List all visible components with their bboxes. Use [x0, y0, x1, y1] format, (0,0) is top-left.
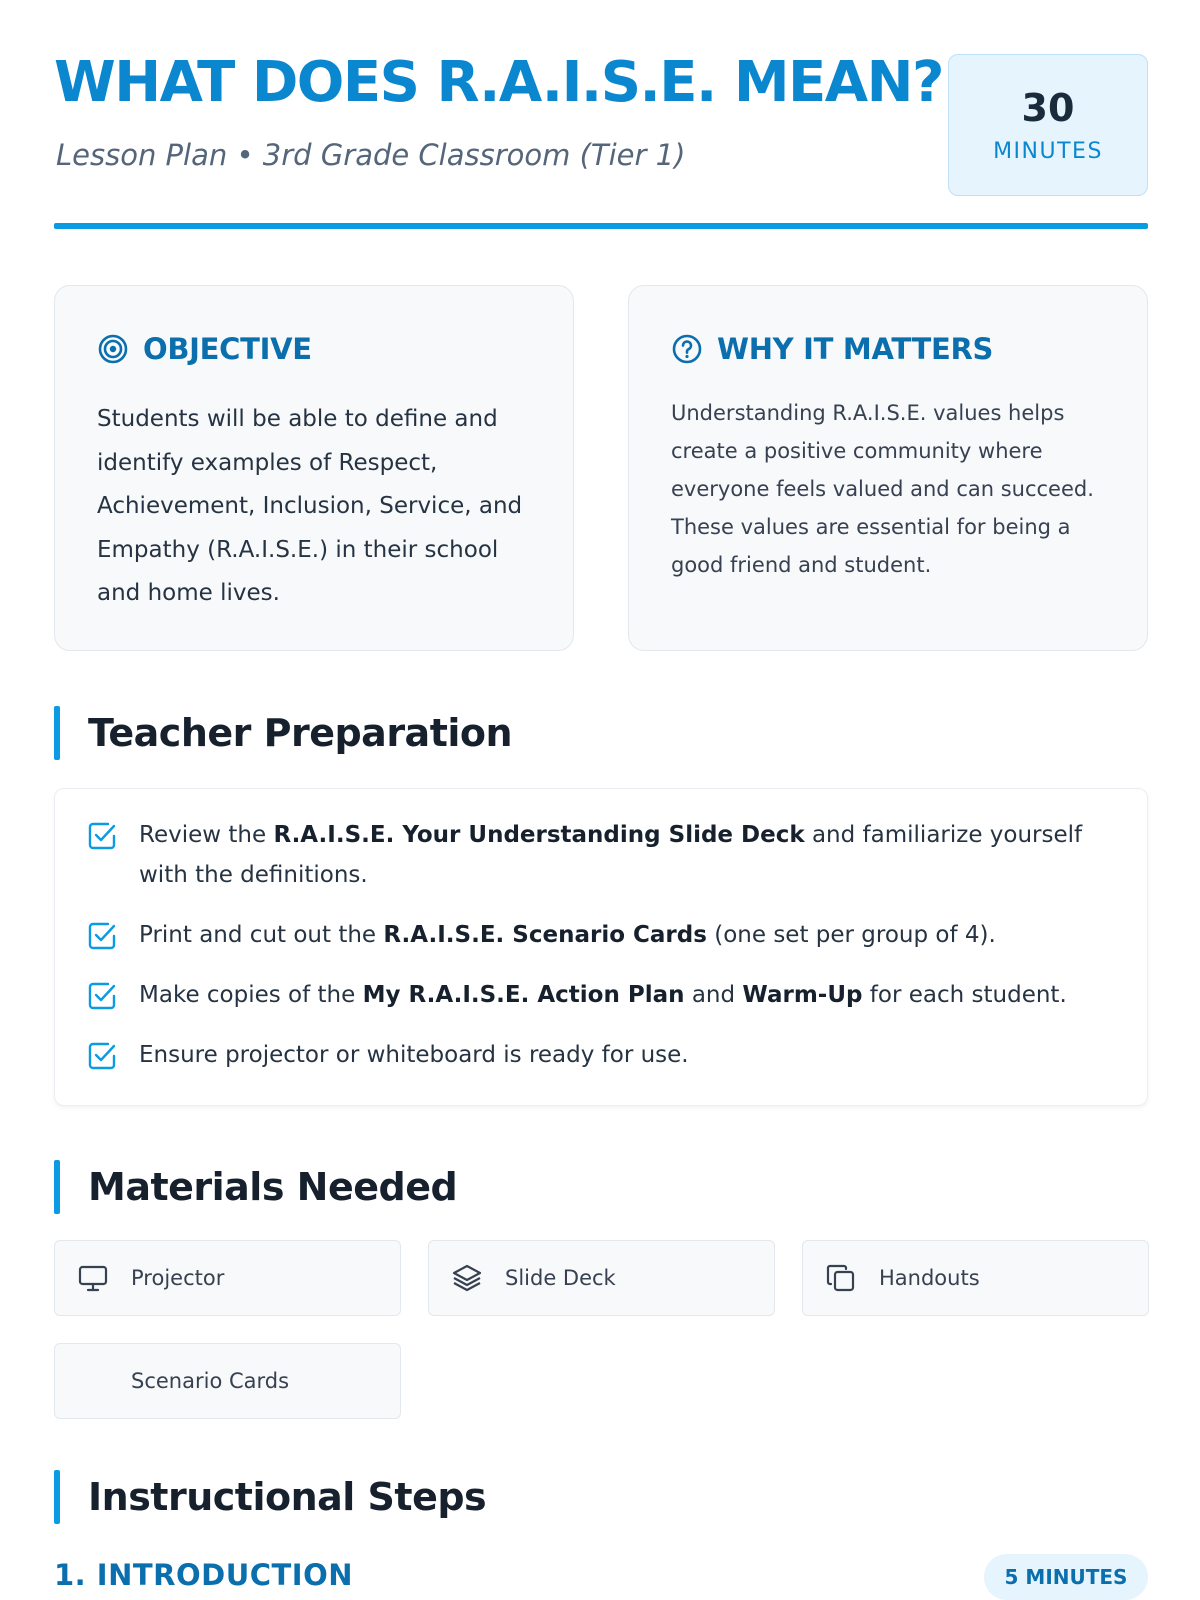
- preparation-checklist: [54, 788, 1148, 1106]
- checkbox-checked-icon: [87, 1041, 117, 1071]
- layers-icon: [451, 1262, 483, 1294]
- section-title: Materials Needed: [88, 1165, 458, 1209]
- why-title: WHY IT MATTERS: [717, 332, 994, 366]
- page-title: WHAT DOES R.A.I.S.E. MEAN?: [54, 50, 943, 115]
- objective-card: [54, 285, 574, 651]
- objective-heading: [97, 332, 312, 366]
- material-slide-deck: [428, 1240, 775, 1316]
- why-it-matters-card: [628, 285, 1148, 651]
- section-accent-bar: [54, 706, 60, 760]
- objective-title: OBJECTIVE: [143, 332, 312, 366]
- duration-unit: MINUTES: [993, 139, 1103, 164]
- material-label: Handouts: [879, 1266, 980, 1290]
- material-scenario-cards: [54, 1343, 401, 1419]
- lesson-header: [54, 0, 1148, 230]
- section-accent-bar: [54, 1470, 60, 1524]
- material-label: Slide Deck: [505, 1266, 616, 1290]
- target-icon: [97, 333, 129, 365]
- material-label: Scenario Cards: [131, 1369, 290, 1393]
- checklist-item: [87, 975, 1097, 1015]
- section-instructional-steps: [54, 1470, 486, 1524]
- duration-value: 30: [1021, 86, 1075, 130]
- lesson-plan-page: [54, 0, 1148, 1592]
- section-teacher-preparation: [54, 706, 512, 760]
- checklist-item: [87, 915, 1097, 955]
- material-handouts: [802, 1240, 1149, 1316]
- duration-box: [948, 54, 1148, 196]
- section-accent-bar: [54, 1160, 60, 1214]
- why-heading: [671, 332, 993, 366]
- header-divider: [54, 223, 1148, 229]
- checklist-item: [87, 1035, 1097, 1075]
- checkbox-checked-icon: [87, 821, 117, 851]
- page-subtitle: Lesson Plan • 3rd Grade Classroom (Tier 1): [56, 138, 686, 172]
- checkbox-checked-icon: [87, 981, 117, 1011]
- section-materials-needed: [54, 1160, 457, 1214]
- objective-text: Students will be able to define and identify examples of Respect, Achievement, Inclusion, Service, and Empathy (R.A.I.S.E.) in their school and home lives.: [97, 406, 523, 606]
- material-label: Projector: [131, 1266, 225, 1290]
- copy-icon: [825, 1262, 857, 1294]
- checklist-text: Print and cut out the R.A.I.S.E. Scenario Cards (one set per group of 4).: [139, 922, 996, 948]
- why-text: Understanding R.A.I.S.E. values helps create a positive community where everyone feels valued and can succeed. These values are essential for being a good friend and student.: [671, 401, 1094, 577]
- checklist-text: Review the R.A.I.S.E. Your Understanding Slide Deck and familiarize yourself with the definitions.: [139, 822, 1083, 888]
- checklist-item: [87, 815, 1097, 895]
- section-title: Teacher Preparation: [88, 711, 513, 755]
- step-duration-badge: 5 MINUTES: [984, 1554, 1148, 1600]
- step-title: 1. INTRODUCTION: [54, 1558, 354, 1592]
- checklist-text: Make copies of the My R.A.I.S.E. Action Plan and Warm-Up for each student.: [139, 982, 1067, 1008]
- checkbox-checked-icon: [87, 921, 117, 951]
- monitor-icon: [77, 1262, 109, 1294]
- section-title: Instructional Steps: [88, 1475, 487, 1519]
- question-circle-icon: [671, 333, 703, 365]
- material-projector: [54, 1240, 401, 1316]
- checklist-text: Ensure projector or whiteboard is ready for use.: [139, 1042, 689, 1068]
